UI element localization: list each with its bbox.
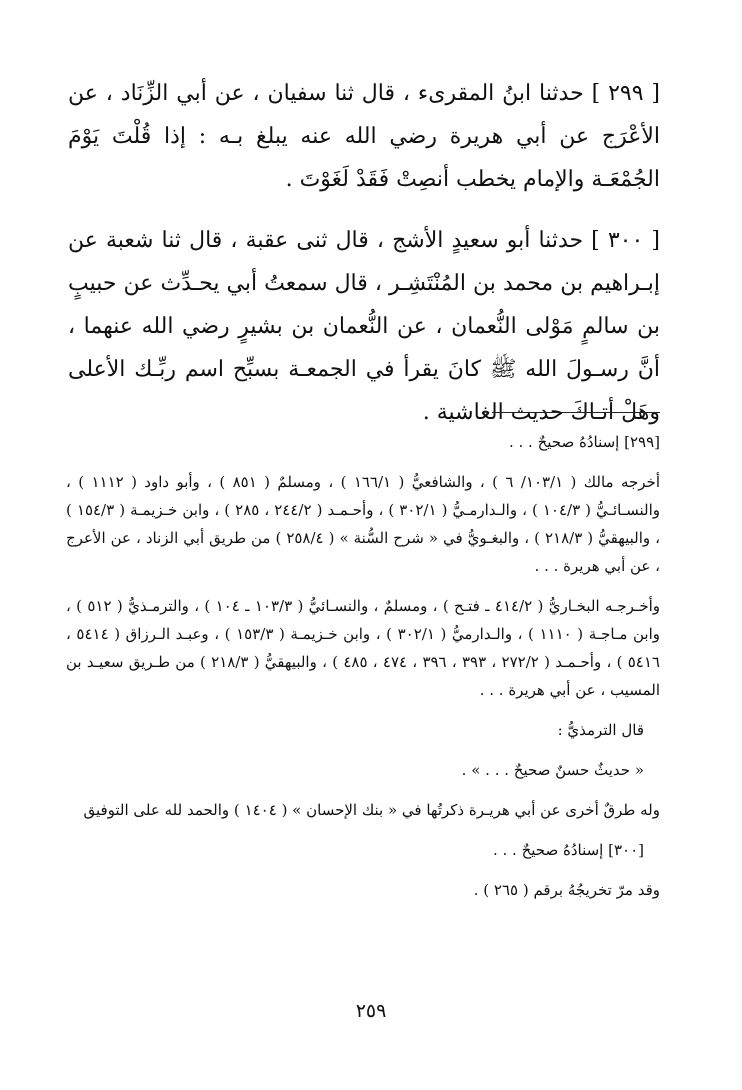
tirmidhi-quote: « حديثٌ حسنٌ صحيحٌ . . . » . (461, 761, 644, 779)
tirmidhi-label: قال الترمذيُّ : (557, 721, 644, 739)
footnote-divider (492, 412, 660, 413)
footnotes (66, 428, 660, 904)
note-300-takhrij: وقد مرّ تخريجُهُ برقم ( ٢٦٥ ) . (473, 881, 660, 899)
page-number: ٢٥٩ (355, 1000, 387, 1022)
note-299-takhrij-1: أخرجه مالك ( ١٠٣/١/ ٦ ) ، والشافعيُّ ( ١٦٦/١ ) ، ومسلمٌ ( ٨٥١ ) ، وأبو داود ( ١١١٢ ) ، والنسـائـيُّ ( ١٠٤/٣ ) ، والـدارمـيُّ ( ٣٠٢/١ ) ، وأحـمـد ( ٢٤٤/٢ ، ٢٨٥ ) ، وابن خـزيمـة ( ١٥٤/٣ ) ، والبيهقيُّ ( ٢١٨/٣ ) ، والبغـويُّ في « شرح السُّنة » ( ٢٥٨/٤ ) من طريق أبي الزناد ، عن الأعرج ، عن أبي هريرة . . . (66, 473, 661, 575)
note-299-heading: [٢٩٩] إسنادُهُ صحيحٌ . . . (508, 433, 660, 451)
hadith-299: [ ٢٩٩ ] حدثنا ابنُ المقرىء ، قال ثنا سفيان ، عن أبي الزِّنَاد ، عن الأعْرَج عن أبي هريرة رضي الله عنه يبلغ بـه : إذا قُلْتَ يَوْمَ الجُمْعَـة والإمام يخطب أنصِتْ فَقَدْ لَغَوْتَ . (68, 81, 660, 192)
note-300-heading: [٣٠٠] إسنادُهُ صحيحٌ . . . (492, 841, 644, 859)
other-routes-note: وله طرقٌ أخرى عن أبي هريـرة ذكرتُها في « بنك الإحسان » ( ١٤٠٤ ) والحمد لله على التوفيق (83, 801, 660, 819)
hadith-text (68, 72, 660, 434)
note-299-takhrij-2: وأخـرجـه البخـاريُّ ( ٤١٤/٢ ـ فتـح ) ، ومسلمٌ ، والنسـائيُّ ( ١٠٣/٣ ـ ١٠٤ ) ، والترمـذيُّ ( ٥١٢ ) ، وابن مـاجـة ( ١١١٠ ) ، والـدارميُّ ( ٣٠٢/١ ) ، وابن خـزيمـة ( ١٥٣/٣ ) ، وعبـد الـرزاق ( ٥٤١٤ ، ٥٤١٦ ) ، وأحـمـد ( ٢٧٢/٢ ، ٣٩٣ ، ٣٩٦ ، ٤٧٤ ، ٤٨٥ ) ، والبيهقيُّ ( ٢١٨/٣ ) من طـريق سعيـد بن المسيب ، عن أبي هريرة . . . (66, 597, 661, 699)
hadith-300: [ ٣٠٠ ] حدثنا أبو سعيدٍ الأشج ، قال ثنى عقبة ، قال ثنا شعبة عن إبـراهيم بن محمد بن المُنْتَشِـر ، قال سمعتُ أبي يحـدِّث عن حبيبٍ بن سالمٍ مَوْلى النُّعمان ، عن النُّعمان بن بشيرٍ رضي الله عنهما ، أنَّ رسـولَ الله ﷺ كانَ يقرأ في الجمعـة بسبِّح اسم ربِّـك الأعلى وهَلْ أتـاكَ حديث الغاشية . (68, 228, 660, 425)
